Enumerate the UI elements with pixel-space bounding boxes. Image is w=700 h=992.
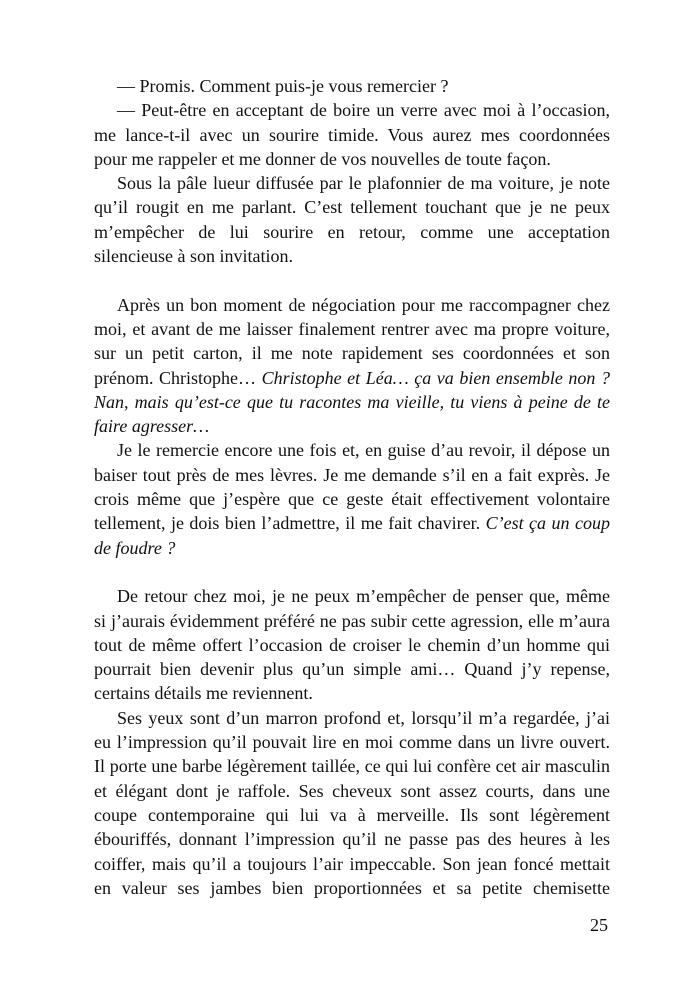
text-line: [94, 293, 610, 317]
text-line: [94, 341, 610, 365]
text-line: [94, 681, 610, 705]
text-line: [94, 779, 610, 803]
text-run: Sous la pâle lueur diffusée par le plafonnier de ma voiture, je note: [117, 173, 610, 194]
text-line: [94, 195, 610, 219]
text-run: silencieuse à son invitation.: [94, 246, 293, 267]
text-run: si j’aurais évidemment préféré ne pas subir cette agression, elle m’aura: [94, 610, 610, 631]
book-page-body: [94, 74, 610, 900]
text-line: [94, 754, 610, 778]
text-line: [94, 827, 610, 851]
text-line: [94, 366, 610, 390]
text-line: [94, 876, 610, 900]
text-run: coupe contemporaine qui lui va à merveille. Ils sont légèrement: [94, 804, 610, 825]
text-line: [94, 74, 610, 98]
text-run: Après un bon moment de négociation pour me raccompagner chez: [117, 294, 610, 315]
text-run: coiffer, mais qu’il a toujours l’air impeccable. Son jean foncé mettait: [94, 853, 610, 874]
text-line: [94, 511, 610, 535]
text-line: [94, 317, 610, 341]
text-run: tout de même offert l’occasion de croiser le chemin d’un homme qui: [94, 634, 610, 655]
text-run: tellement, je dois bien l’admettre, il me fait chavirer.: [94, 513, 486, 534]
text-line: [94, 123, 610, 147]
italic-text: C’est ça un coup: [485, 513, 610, 534]
text-run: m’empêcher de lui sourire en retour, comme une acceptation: [94, 221, 610, 242]
text-run: Ses yeux sont d’un marron profond et, lorsqu’il m’a regardée, j’ai: [117, 707, 610, 728]
text-run: pour me rappeler et me donner de vos nouvelles de toute façon.: [94, 148, 551, 169]
italic-text: faire agresser…: [94, 416, 210, 437]
text-run: qu’il rougit en me parlant. C’est tellement touchant que je ne peux: [94, 197, 610, 218]
text-line: [94, 657, 610, 681]
page-number: 25: [590, 915, 608, 935]
paragraph-break: [94, 268, 610, 292]
text-run: prénom. Christophe…: [94, 367, 262, 388]
text-line: [94, 463, 610, 487]
text-line: [94, 633, 610, 657]
text-line: [94, 706, 610, 730]
text-line: [94, 438, 610, 462]
text-line: [94, 414, 610, 438]
italic-text: de foudre ?: [94, 537, 176, 558]
text-line: [94, 220, 610, 244]
text-run: — Peut-être en acceptant de boire un verre avec moi à l’occasion,: [117, 100, 610, 121]
text-run: sur un petit carton, il me note rapidement ses coordonnées et son: [94, 343, 610, 364]
text-run: Il porte une barbe légèrement taillée, ce qui lui confère cet air masculin: [94, 756, 610, 777]
italic-text: Nan, mais qu’est-ce que tu racontes ma vieille, tu viens à peine de te: [94, 391, 610, 412]
text-run: moi, et avant de me laisser finalement rentrer avec ma propre voiture,: [94, 318, 610, 339]
text-line: [94, 852, 610, 876]
text-line: [94, 390, 610, 414]
text-run: ébouriffés, donnant l’impression qu’il ne passe pas des heures à les: [94, 829, 610, 850]
text-line: [94, 730, 610, 754]
text-run: en valeur ses jambes bien proportionnées et sa petite chemisette: [94, 877, 610, 898]
text-run: pourrait bien devenir plus qu’un simple ami… Quand j’y repense,: [94, 659, 610, 680]
paragraph-break: [94, 560, 610, 584]
text-run: De retour chez moi, je ne peux m’empêcher de penser que, même: [117, 586, 610, 607]
text-run: — Promis. Comment puis-je vous remercier ?: [117, 76, 449, 96]
text-line: [94, 803, 610, 827]
text-line: [94, 244, 610, 268]
text-run: me lance-t-il avec un sourire timide. Vous aurez mes coordonnées: [94, 124, 610, 145]
text-line: [94, 171, 610, 195]
text-line: [94, 98, 610, 122]
text-run: eu l’impression qu’il pouvait lire en moi comme dans un livre ouvert.: [94, 732, 610, 753]
italic-text: Christophe et Léa… ça va bien ensemble non ?: [261, 367, 610, 388]
text-run: crois même que j’espère que ce geste était effectivement volontaire: [94, 489, 610, 510]
text-line: [94, 487, 610, 511]
text-line: [94, 584, 610, 608]
text-run: Je le remercie encore une fois et, en guise d’au revoir, il dépose un: [117, 440, 610, 461]
text-run: certains détails me reviennent.: [94, 683, 313, 704]
text-run: et élégant dont je raffole. Ses cheveux sont assez courts, dans une: [94, 780, 610, 801]
text-run: baiser tout près de mes lèvres. Je me demande s’il en a fait exprès. Je: [94, 464, 610, 485]
text-line: [94, 147, 610, 171]
text-line: [94, 536, 610, 560]
text-line: [94, 609, 610, 633]
